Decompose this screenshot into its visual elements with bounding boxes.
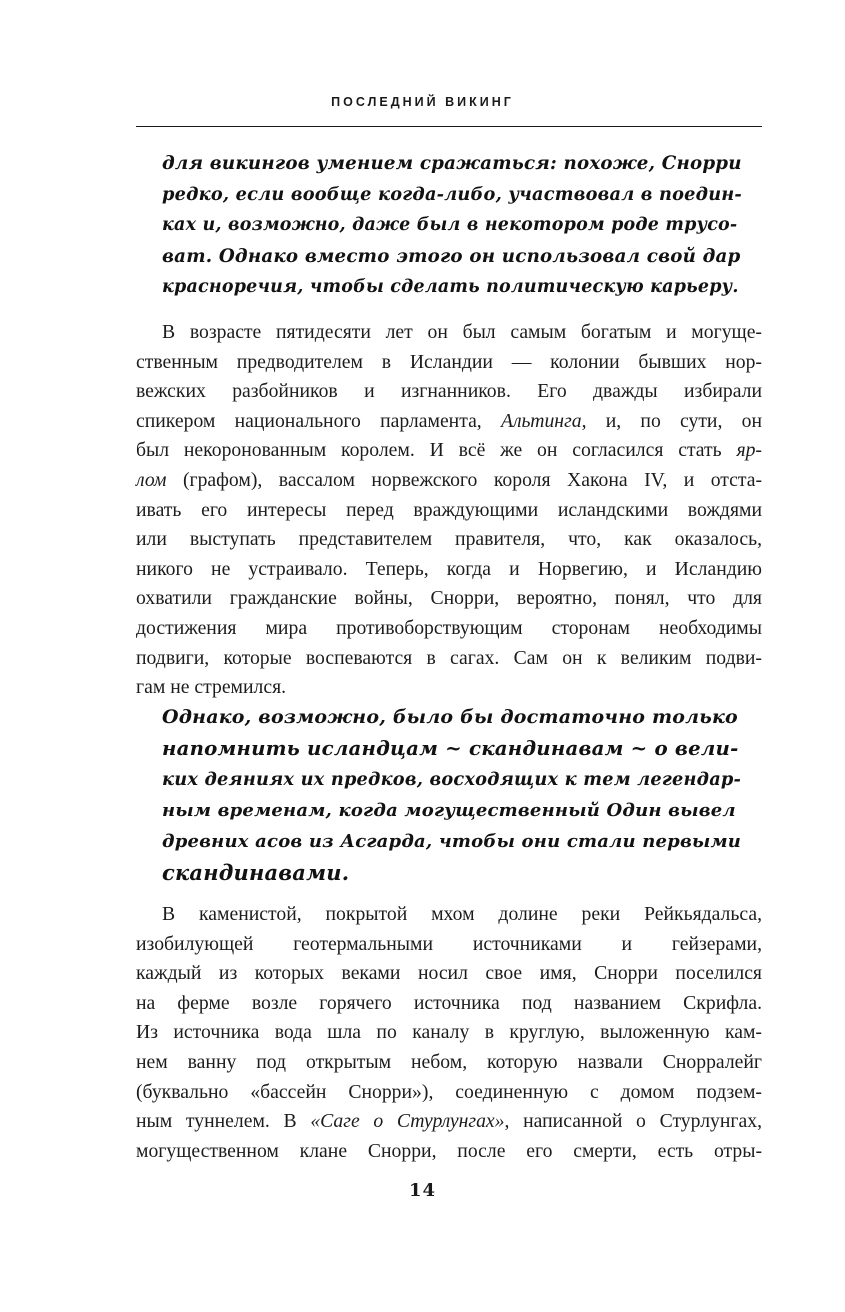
text-line: каждый из которых веками носил свое имя, Снорри поселился bbox=[136, 962, 762, 985]
callout-quote-1 bbox=[162, 148, 742, 303]
text-run: (графом), вассалом норвежского короля Хакона IV, и отста- bbox=[166, 468, 762, 491]
callout-line: красноречия, чтобы сделать политическую карьеру. bbox=[162, 277, 739, 297]
text-line: нем ванну под открытым небом, которую назвали Снорралейг bbox=[136, 1050, 762, 1073]
text-line: ивать его интересы перед враждующими исландскими вождями bbox=[136, 498, 762, 521]
text-line: могущественном клане Снорри, после его смерти, есть отры- bbox=[136, 1139, 762, 1162]
text-line bbox=[136, 407, 762, 437]
callout-line: для викингов умением сражаться: похоже, Снорри bbox=[162, 153, 742, 174]
text-line: гам не стремился. bbox=[136, 676, 287, 699]
callout-line: Однако, возможно, было бы достаточно только bbox=[162, 706, 738, 728]
callout-line: редко, если вообще когда-либо, участвовал в поедин- bbox=[162, 184, 743, 205]
text-line: (буквально «бассейн Снорри»), соединенную с домом подзем- bbox=[136, 1080, 762, 1103]
text-line: изобилующей геотермальными источниками и гейзерами, bbox=[136, 932, 762, 955]
text-line: достижения мира противоборствующим сторонам необходимы bbox=[136, 616, 762, 639]
text-line: Из источника вода шла по каналу в круглую, выложенную кам- bbox=[136, 1021, 762, 1044]
callout-line: скандинавами. bbox=[162, 860, 350, 885]
text-run: , написанной о Стурлунгах, bbox=[504, 1110, 762, 1133]
callout-line: ват. Однако вместо этого он использовал свой дар bbox=[162, 246, 741, 267]
text-line: никого не устраивало. Теперь, когда и Норвегию, и Исландию bbox=[136, 557, 762, 580]
text-run: спикером национального парламента, bbox=[136, 409, 501, 432]
callout-quote-2 bbox=[162, 702, 742, 888]
text-line: охватили гражданские войны, Снорри, вероятно, понял, что для bbox=[136, 587, 762, 610]
text-line: В каменистой, покрытой мхом долине реки Рейкьядальса, bbox=[162, 903, 762, 925]
body-paragraph-2 bbox=[136, 900, 762, 1166]
header-rule bbox=[136, 126, 762, 127]
text-run: ным туннелем. В bbox=[136, 1110, 311, 1133]
jarl-term-end: лом bbox=[136, 468, 167, 491]
text-line bbox=[136, 436, 762, 466]
text-line: подвиги, которые воспеваются в сагах. Сам он к великим подви- bbox=[136, 646, 762, 669]
text-line: вежских разбойников и изгнанников. Его дважды избирали bbox=[136, 380, 762, 403]
page-number: 14 bbox=[408, 1180, 437, 1201]
body-paragraph-1 bbox=[136, 318, 762, 703]
callout-line: напомнить исландцам ~ скандинавам ~ о вели- bbox=[162, 736, 739, 760]
text-line bbox=[136, 1107, 762, 1137]
running-head: ПОСЛЕДНИЙ ВИКИНГ bbox=[331, 95, 514, 109]
althing-term: Альтинга bbox=[500, 409, 582, 432]
text-run: был некоронованным королем. И всё же он согласился стать bbox=[136, 439, 737, 462]
jarl-term-start: яр- bbox=[736, 439, 762, 462]
text-line: В возрасте пятидесяти лет он был самым богатым и могуще- bbox=[162, 321, 762, 343]
callout-line: древних асов из Асгарда, чтобы они стали первыми bbox=[162, 831, 742, 852]
saga-title: «Саге о Стурлунгах» bbox=[310, 1110, 505, 1133]
callout-line: ках и, возможно, даже был в некотором роде трусо- bbox=[162, 215, 738, 235]
callout-line: ным временам, когда могущественный Один вывел bbox=[162, 800, 736, 821]
callout-line: ких деяниях их предков, восходящих к тем легендар- bbox=[162, 769, 742, 790]
text-run: , и, по сути, он bbox=[581, 409, 762, 432]
text-line bbox=[136, 466, 762, 496]
text-line: на ферме возле горячего источника под названием Скрифла. bbox=[136, 991, 762, 1014]
text-line: ственным предводителем в Исландии — колонии бывших нор- bbox=[136, 350, 762, 373]
text-line: или выступать представителем правителя, что, как оказалось, bbox=[136, 528, 762, 551]
